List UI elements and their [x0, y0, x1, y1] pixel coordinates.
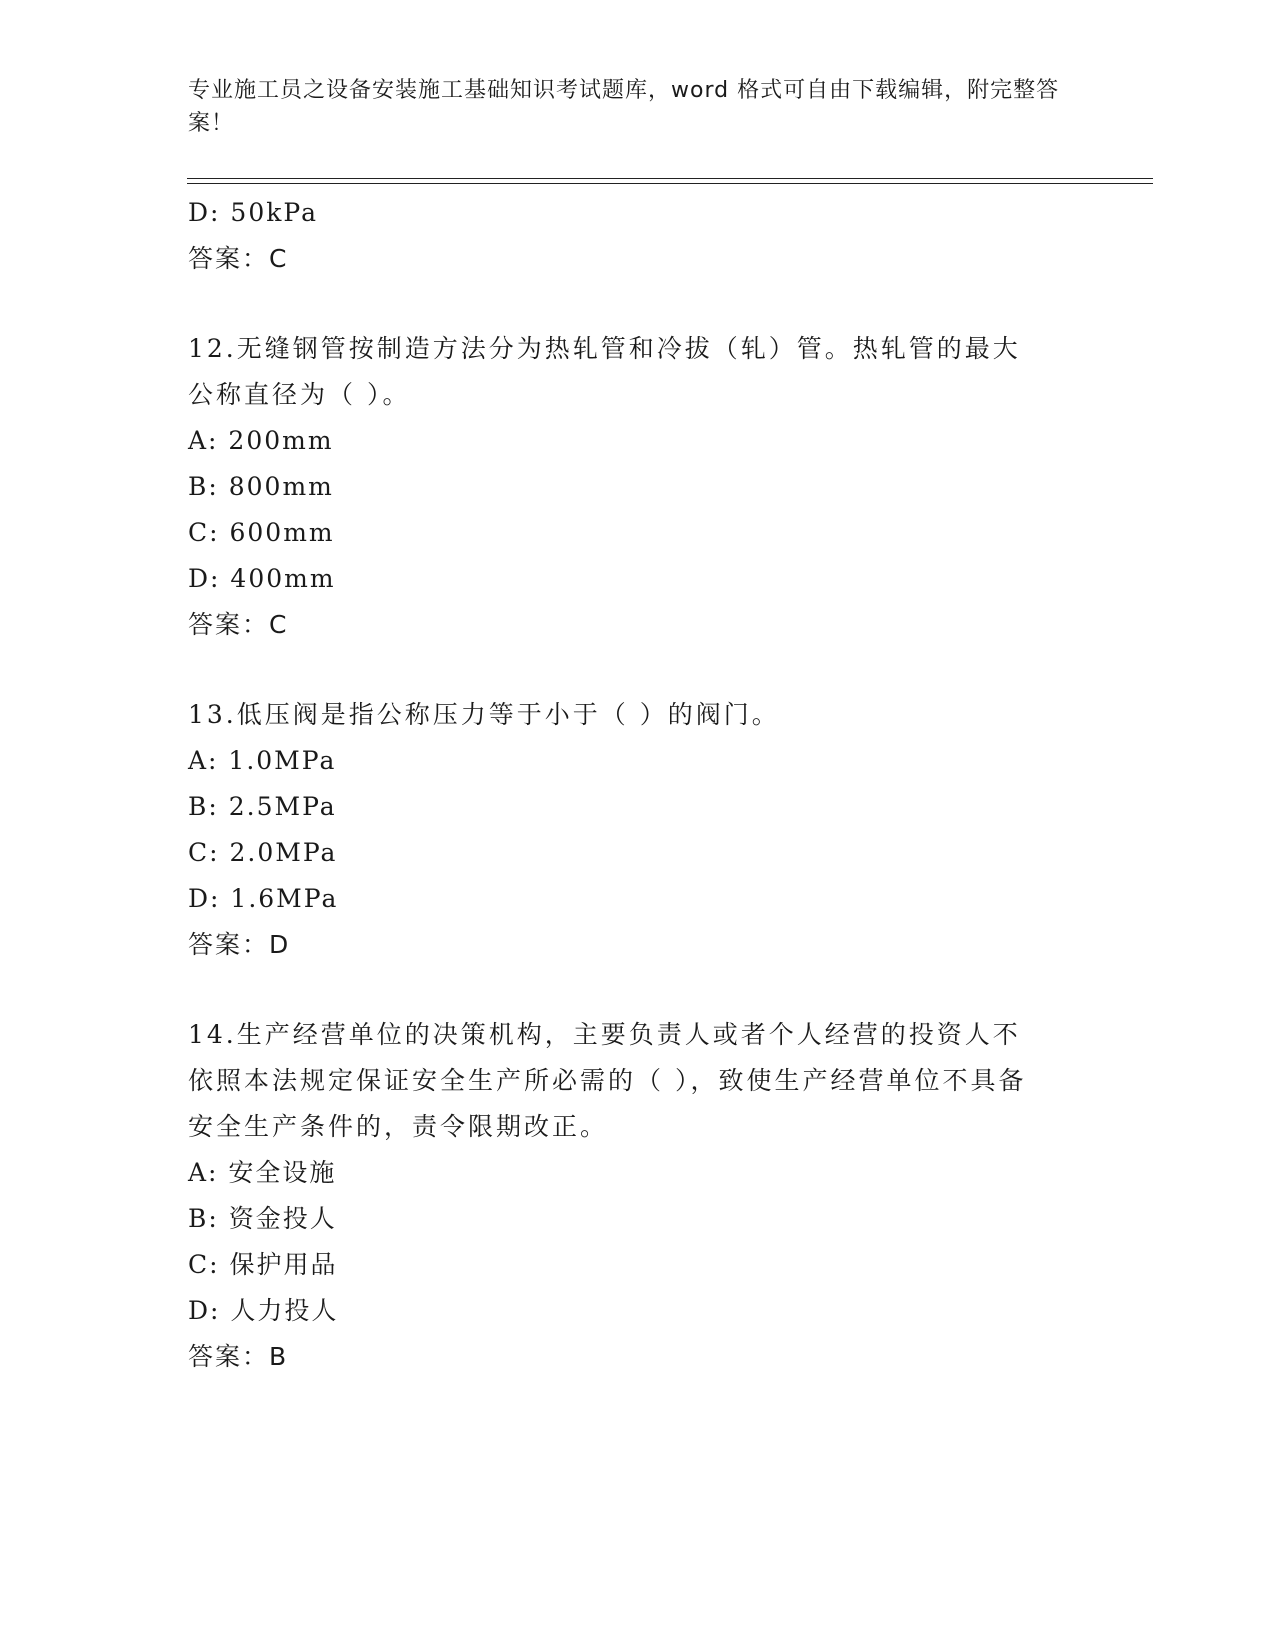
option-d: D: 1.6MPa — [188, 884, 339, 913]
option-b: B: 2.5MPa — [188, 792, 337, 821]
option-a: A: 安全设施 — [188, 1158, 337, 1187]
header-rule-bottom — [187, 183, 1153, 184]
option-c: C: 保护用品 — [188, 1250, 338, 1279]
question-stem: 13.低压阀是指公称压力等于小于（ ）的阀门。 — [188, 700, 780, 729]
option-d: D: 人力投人 — [188, 1296, 339, 1325]
option-d: D: 50kPa — [188, 198, 318, 227]
answer-line: 答案：B — [188, 1342, 289, 1371]
header-rule-top — [187, 178, 1153, 179]
option-a: A: 200mm — [188, 426, 334, 455]
option-b: B: 资金投人 — [188, 1204, 337, 1233]
document-body — [188, 190, 1068, 1380]
question-stem: 12.无缝钢管按制造方法分为热轧管和冷拔（轧）管。热轧管的最大公称直径为（ ）。 — [188, 334, 1021, 409]
answer-line: 答案：C — [188, 244, 289, 273]
question-stem: 14.生产经营单位的决策机构，主要负责人或者个人经营的投资人不依照本法规定保证安全生产所必需的（ ），致使生产经营单位不具备安全生产条件的，责令限期改正。 — [188, 1020, 1027, 1141]
document-header: 专业施工员之设备安装施工基础知识考试题库，word 格式可自由下载编辑，附完整答案！ — [188, 78, 1060, 136]
answer-line: 答案：D — [188, 930, 291, 959]
option-c: C: 600mm — [188, 518, 335, 547]
option-a: A: 1.0MPa — [188, 746, 337, 775]
answer-line: 答案：C — [188, 610, 289, 639]
option-b: B: 800mm — [188, 472, 334, 501]
option-d: D: 400mm — [188, 564, 336, 593]
option-c: C: 2.0MPa — [188, 838, 338, 867]
